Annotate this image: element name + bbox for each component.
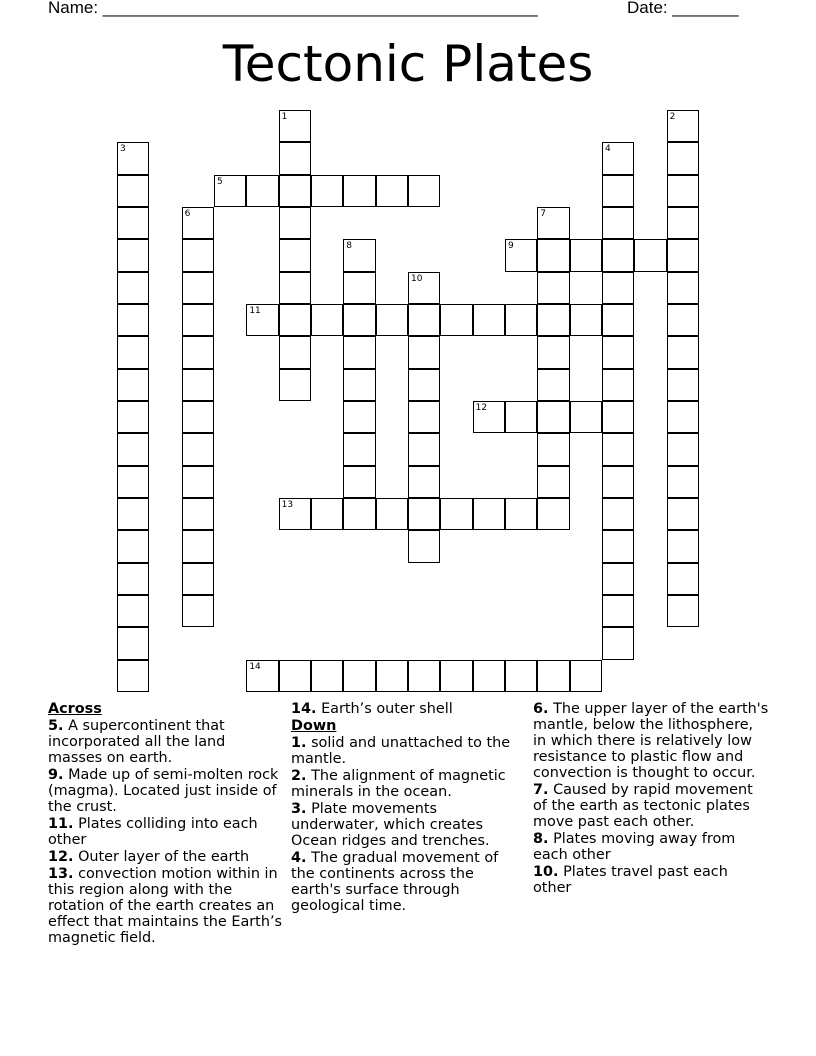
grid-cell[interactable]	[117, 595, 149, 627]
grid-cell[interactable]	[279, 142, 311, 174]
clue-number-label: 10	[410, 273, 423, 284]
grid-cell[interactable]	[537, 369, 569, 401]
clue-down-6: 6. The upper layer of the earth's mantle, below the lithosphere, in which there is relatively low resistance to plastic flow and convection is thought to occur.	[533, 701, 769, 781]
grid-cell[interactable]	[117, 498, 149, 530]
clue-across-13: 13. convection motion within in this region along with the rotation of the earth creates an effect that maintains the Earth’s magnetic field.	[48, 866, 283, 946]
clue-across-11: 11. Plates colliding into each other	[48, 816, 258, 848]
grid-cell[interactable]	[634, 239, 666, 271]
grid-cell[interactable]	[440, 304, 472, 336]
grid-cell[interactable]	[505, 660, 537, 692]
date-line: Date: _______	[627, 0, 739, 17]
grid-cell[interactable]	[279, 336, 311, 368]
grid-cell[interactable]	[408, 304, 440, 336]
grid-cell[interactable]	[279, 304, 311, 336]
down-heading: Down	[291, 718, 337, 734]
grid-cell[interactable]	[667, 466, 699, 498]
grid-cell[interactable]	[182, 369, 214, 401]
clues-column-2	[291, 700, 519, 914]
clue-number-label: 11	[249, 305, 261, 316]
grid-cell[interactable]	[279, 207, 311, 239]
grid-cell[interactable]	[408, 433, 440, 465]
grid-cell[interactable]	[602, 627, 634, 659]
grid-cell[interactable]	[667, 498, 699, 530]
grid-cell[interactable]	[667, 304, 699, 336]
grid-cell[interactable]	[667, 369, 699, 401]
grid-cell[interactable]	[182, 595, 214, 627]
grid-cell[interactable]	[182, 272, 214, 304]
grid-cell[interactable]	[602, 336, 634, 368]
clue-down-1: 1. solid and unattached to the mantle.	[291, 735, 511, 767]
grid-cell[interactable]	[505, 304, 537, 336]
grid-cell[interactable]	[537, 433, 569, 465]
grid-cell[interactable]	[311, 175, 343, 207]
grid-cell[interactable]	[505, 401, 537, 433]
grid-cell[interactable]	[602, 175, 634, 207]
grid-cell[interactable]	[408, 466, 440, 498]
grid-cell[interactable]	[182, 239, 214, 271]
clue-across-14: 14. Earth’s outer shell	[291, 701, 453, 717]
grid-cell[interactable]	[182, 336, 214, 368]
clue-across-9: 9. Made up of semi-molten rock (magma). Located just inside of the crust.	[48, 767, 279, 815]
grid-cell[interactable]	[667, 336, 699, 368]
grid-cell[interactable]	[343, 175, 375, 207]
clue-number-label: 2	[669, 112, 676, 122]
grid-cell[interactable]	[473, 660, 505, 692]
grid-cell[interactable]	[602, 433, 634, 465]
grid-cell[interactable]	[602, 530, 634, 562]
grid-cell[interactable]	[602, 304, 634, 336]
grid-cell[interactable]	[343, 498, 375, 530]
grid-cell[interactable]	[667, 433, 699, 465]
grid-cell[interactable]	[376, 304, 408, 336]
clue-across-12: 12. Outer layer of the earth	[48, 849, 250, 865]
grid-cell[interactable]	[667, 175, 699, 207]
grid-cell[interactable]	[279, 239, 311, 271]
grid-cell[interactable]	[117, 369, 149, 401]
grid-cell[interactable]	[311, 304, 343, 336]
grid-cell[interactable]	[667, 401, 699, 433]
grid-cell[interactable]	[343, 369, 375, 401]
clue-down-2: 2. The alignment of magnetic minerals in the ocean.	[291, 768, 506, 800]
page-title: Tectonic Plates	[222, 35, 594, 93]
grid-cell[interactable]	[602, 207, 634, 239]
grid-cell[interactable]	[343, 336, 375, 368]
grid-cell[interactable]	[667, 563, 699, 595]
grid-cell[interactable]	[182, 498, 214, 530]
grid-cell[interactable]	[667, 272, 699, 304]
grid-cell[interactable]	[537, 304, 569, 336]
crossword-grid	[117, 110, 699, 692]
grid-cell[interactable]	[537, 401, 569, 433]
grid-cell[interactable]	[602, 401, 634, 433]
grid-cell[interactable]	[117, 207, 149, 239]
clues-column-1	[48, 700, 284, 946]
grid-cell[interactable]	[570, 401, 602, 433]
grid-cell[interactable]	[602, 466, 634, 498]
grid-cell[interactable]	[602, 272, 634, 304]
grid-cell[interactable]	[117, 466, 149, 498]
clue-number-label: 14	[249, 661, 261, 672]
grid-cell[interactable]	[570, 304, 602, 336]
grid-cell[interactable]	[311, 660, 343, 692]
grid-cell[interactable]	[602, 369, 634, 401]
grid-cell[interactable]	[376, 175, 408, 207]
grid-cell[interactable]	[537, 272, 569, 304]
grid-cell[interactable]	[279, 175, 311, 207]
grid-cell[interactable]	[408, 336, 440, 368]
grid-cell[interactable]	[117, 272, 149, 304]
grid-cell[interactable]	[376, 498, 408, 530]
grid-cell[interactable]	[279, 272, 311, 304]
grid-cell[interactable]	[440, 660, 472, 692]
grid-cell[interactable]	[505, 498, 537, 530]
grid-cell[interactable]	[537, 498, 569, 530]
grid-cell[interactable]	[537, 239, 569, 271]
grid-cell[interactable]	[117, 433, 149, 465]
clue-number-label: 4	[604, 144, 611, 155]
grid-cell[interactable]	[570, 239, 602, 271]
grid-cell[interactable]	[182, 466, 214, 498]
name-line: Name: ______________________________________________	[48, 0, 538, 17]
grid-cell[interactable]	[279, 660, 311, 692]
clue-down-8: 8. Plates moving away from each other	[533, 831, 736, 863]
grid-cell[interactable]	[408, 660, 440, 692]
grid-cell[interactable]	[602, 595, 634, 627]
grid-cell[interactable]	[537, 660, 569, 692]
grid-cell[interactable]	[343, 660, 375, 692]
clue-number-label: 3	[120, 144, 126, 155]
grid-cell[interactable]	[602, 239, 634, 271]
across-heading: Across	[48, 701, 102, 717]
clue-down-3: 3. Plate movements underwater, which creates Ocean ridges and trenches.	[291, 801, 490, 849]
clue-down-7: 7. Caused by rapid movement of the earth as tectonic plates move past each other.	[533, 782, 753, 830]
grid-cell[interactable]	[376, 660, 408, 692]
grid-cell[interactable]	[246, 175, 278, 207]
grid-cell[interactable]	[408, 369, 440, 401]
grid-cell[interactable]	[408, 401, 440, 433]
grid-cell[interactable]	[343, 433, 375, 465]
worksheet-header	[48, 0, 739, 18]
clue-number-label: 5	[216, 176, 223, 187]
clue-number-label: 1	[281, 112, 288, 122]
grid-cell[interactable]	[343, 466, 375, 498]
grid-cell[interactable]	[117, 660, 149, 692]
grid-cell[interactable]	[667, 142, 699, 174]
grid-cell[interactable]	[343, 304, 375, 336]
grid-cell[interactable]	[182, 304, 214, 336]
grid-cell[interactable]	[408, 498, 440, 530]
clue-down-4: 4. The gradual movement of the continents across the earth's surface through geological time.	[291, 850, 499, 914]
clue-down-10: 10. Plates travel past each other	[533, 864, 728, 896]
grid-cell[interactable]	[182, 433, 214, 465]
grid-cell[interactable]	[537, 336, 569, 368]
grid-cell[interactable]	[279, 369, 311, 401]
grid-cell[interactable]	[117, 175, 149, 207]
clue-number-label: 8	[346, 241, 353, 252]
grid-cell[interactable]	[117, 627, 149, 659]
grid-cell[interactable]	[667, 207, 699, 239]
grid-cell[interactable]	[117, 239, 149, 271]
clue-number-label: 7	[540, 208, 547, 219]
grid-cell[interactable]	[408, 175, 440, 207]
grid-cell[interactable]	[473, 498, 505, 530]
grid-cell[interactable]	[440, 498, 472, 530]
grid-cell[interactable]	[343, 401, 375, 433]
grid-cell[interactable]	[667, 239, 699, 271]
clue-number-label: 13	[281, 499, 294, 510]
clue-number-label: 9	[507, 241, 514, 252]
grid-cell[interactable]	[117, 563, 149, 595]
grid-cell[interactable]	[473, 304, 505, 336]
clues-column-3	[533, 700, 769, 896]
grid-cell[interactable]	[408, 530, 440, 562]
grid-cell[interactable]	[602, 498, 634, 530]
grid-cell[interactable]	[182, 401, 214, 433]
grid-cell[interactable]	[117, 304, 149, 336]
grid-cell[interactable]	[117, 336, 149, 368]
grid-cell[interactable]	[667, 530, 699, 562]
grid-cell[interactable]	[667, 595, 699, 627]
clue-across-5: 5. A supercontinent that incorporated all the land masses on earth.	[48, 718, 226, 766]
clue-number-label: 6	[184, 208, 191, 219]
grid-cell[interactable]	[570, 660, 602, 692]
grid-cell[interactable]	[602, 563, 634, 595]
grid-cell[interactable]	[117, 401, 149, 433]
grid-cell[interactable]	[343, 272, 375, 304]
grid-cell[interactable]	[537, 466, 569, 498]
grid-cell[interactable]	[117, 530, 149, 562]
grid-cell[interactable]	[182, 530, 214, 562]
grid-cell[interactable]	[311, 498, 343, 530]
clue-number-label: 12	[475, 402, 488, 413]
grid-cell[interactable]	[182, 563, 214, 595]
